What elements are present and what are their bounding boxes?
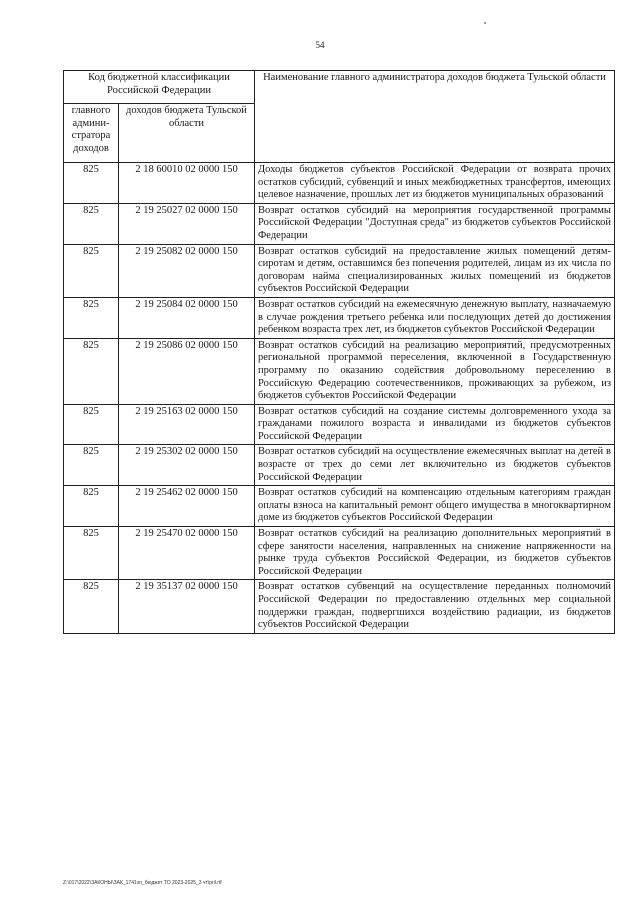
- table-row: [64, 297, 615, 338]
- table-row: [64, 203, 615, 244]
- admin-code: 825: [64, 527, 119, 580]
- income-name: Возврат остатков субсидий на создание системы долговременного ухода за гражданами пожилого возраста и инвалидами из бюджетов субъектов Российской Федерации: [255, 404, 615, 445]
- income-name: Возврат остатков субсидий на компенсацию отдельным категориям граждан оплаты взноса на капитальный ремонт общего имущества в многоквартирном доме из бюджетов субъектов Российской Федерации: [255, 486, 615, 527]
- kbk-code: 2 19 25302 02 0000 150: [119, 445, 255, 486]
- budget-classification-table: [63, 70, 615, 634]
- admin-code: 825: [64, 580, 119, 633]
- header-kbk-group: Код бюджетной классификации Российской Федерации: [64, 71, 255, 104]
- kbk-code: 2 19 25462 02 0000 150: [119, 486, 255, 527]
- admin-code: 825: [64, 486, 119, 527]
- scan-dot: [484, 22, 486, 24]
- kbk-code: 2 19 25163 02 0000 150: [119, 404, 255, 445]
- kbk-code: 2 19 35137 02 0000 150: [119, 580, 255, 633]
- income-name: Возврат остатков субсидий на предоставление жилых помещений детям-сиротам и детям, оставшимся без попечения родителей, лицам из их числа по договорам найма специализированных жилых помещений из бюджетов субъектов Российской Федерации: [255, 244, 615, 297]
- table-row: [64, 163, 615, 204]
- income-name: Возврат остатков субсидий на ежемесячную денежную выплату, назначаемую в случае рождения третьего ребенка или последующих детей до достижения ребенком возраста трех лет, из бюджетов субъектов Российской Федерации: [255, 297, 615, 338]
- header-income-code: доходов бюджета Тульской области: [119, 104, 255, 163]
- table-row: [64, 244, 615, 297]
- header-admin-code: главного админи-стратора доходов: [64, 104, 119, 163]
- table-row: [64, 445, 615, 486]
- page-number: 54: [315, 40, 325, 50]
- admin-code: 825: [64, 244, 119, 297]
- admin-code: 825: [64, 445, 119, 486]
- income-name: Возврат остатков субсидий на мероприятия государственной программы Российской Федерации "Доступная среда" из бюджетов субъектов Российской Федерации: [255, 203, 615, 244]
- kbk-code: 2 18 60010 02 0000 150: [119, 163, 255, 204]
- kbk-code: 2 19 25082 02 0000 150: [119, 244, 255, 297]
- admin-code: 825: [64, 338, 119, 404]
- table-row: [64, 338, 615, 404]
- admin-code: 825: [64, 163, 119, 204]
- table-row: [64, 527, 615, 580]
- income-name: Возврат остатков субсидий на осуществление ежемесячных выплат на детей в возрасте от трех до семи лет включительно из бюджетов субъектов Российской Федерации: [255, 445, 615, 486]
- kbk-code: 2 19 25027 02 0000 150: [119, 203, 255, 244]
- kbk-code: 2 19 25084 02 0000 150: [119, 297, 255, 338]
- income-name: Возврат остатков субвенций на осуществление переданных полномочий Российской Федерации по предоставлению отдельных мер социальной поддержки граждан, подвергшихся воздействию радиации, из бюджетов субъектов Российской Федерации: [255, 580, 615, 633]
- income-name: Возврат остатков субсидий на реализацию мероприятий, предусмотренных региональной программой переселения, включенной в Государственную программу по оказанию содействия добровольному переселению в Российскую Федерацию соотечественников, проживающих за рубежом, из бюджетов субъектов Российской Федерации: [255, 338, 615, 404]
- admin-code: 825: [64, 203, 119, 244]
- kbk-code: 2 19 25470 02 0000 150: [119, 527, 255, 580]
- income-name: Возврат остатков субсидий на реализацию дополнительных мероприятий в сфере занятости населения, направленных на снижение напряженности на рынке труда субъектов Российской Федерации, из бюджетов субъектов Российской Федерации: [255, 527, 615, 580]
- kbk-code: 2 19 25086 02 0000 150: [119, 338, 255, 404]
- file-path-footer: Z:\017\2022\ЗАКОНЫ\ЗАК_1741vn_бюджет ТО 2023-2025_3 чт\pril.rtf: [63, 880, 222, 886]
- admin-code: 825: [64, 404, 119, 445]
- header-admin-name: Наименование главного администратора доходов бюджета Тульской области: [255, 71, 615, 163]
- table-row: [64, 580, 615, 633]
- table-row: [64, 404, 615, 445]
- income-name: Доходы бюджетов субъектов Российской Федерации от возврата прочих остатков субсидий, субвенций и иных межбюджетных трансфертов, имеющих целевое назначение, прошлых лет из бюджетов муниципальных образований: [255, 163, 615, 204]
- admin-code: 825: [64, 297, 119, 338]
- table-row: [64, 486, 615, 527]
